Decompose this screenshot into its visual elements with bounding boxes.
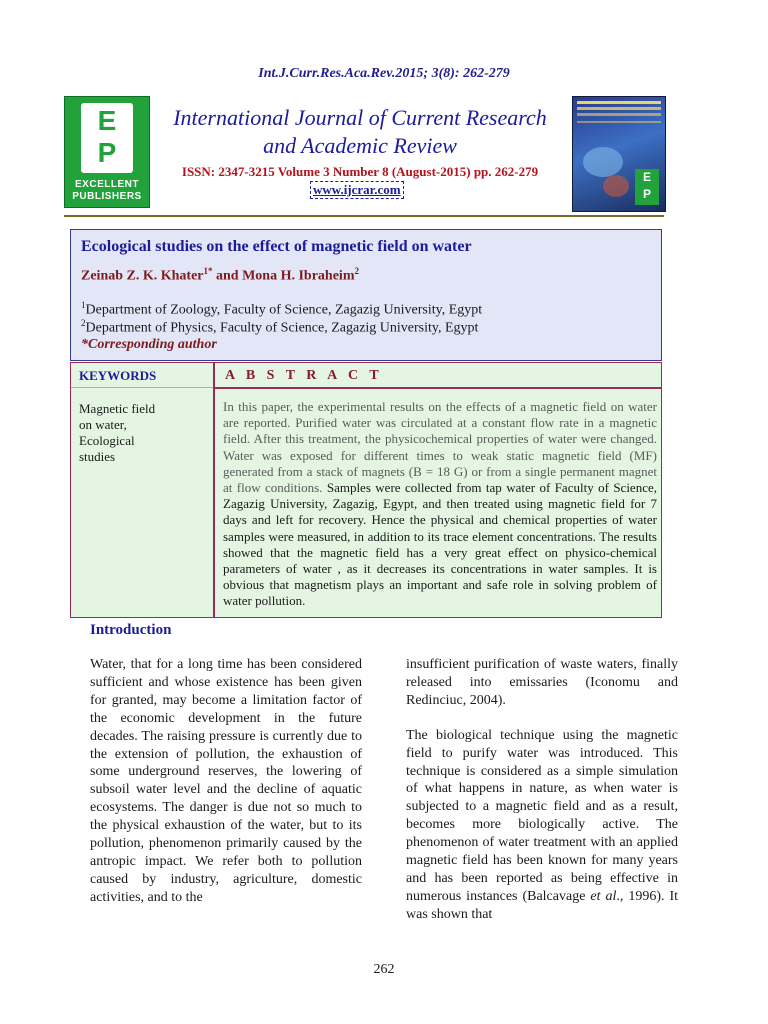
body-column-right xyxy=(406,656,678,941)
affiliation-2 xyxy=(81,318,478,337)
cover-badge-p: P xyxy=(642,187,651,201)
logo-mark xyxy=(81,103,133,173)
logo-wordmark xyxy=(65,179,149,203)
author-2-affil-mark: 2 xyxy=(354,266,359,276)
abstract-part-1: In this paper, the experimental results on the effects of a magnetic field on water are reported. Purified water was circulated at a constant flow rate in a magnetic field. After this treatment, the physicochemical properties of water were changed. Water was exposed for different times to weak static magnetic field (MF) generated from a stack of magnets (B = 18 G) or from a single permanent magnet at flow conditions. xyxy=(223,399,657,496)
citation-etal: et al xyxy=(590,888,617,904)
journal-title-line2: and Academic Review xyxy=(263,133,457,158)
author-1: Zeinab Z. K. Khater xyxy=(81,268,204,284)
keyword-item: on water, xyxy=(79,417,127,432)
paragraph: Water, that for a long time has been considered sufficient and whose existence has been given for granted, may become a limitation factor of the economic development in the future decades. The raising pressure is currently due to the extension of pollution, the exhaustion of some underground reserves, the lowering of subsoil water level and the decline of aquatic ecosystems. The danger is due not so much to the physical exhaustion of the water, but to its pollution, phenomenon primarily caused by the antropic impact. We refer both to pollution caused by industry, agriculture, domestic activities, and to the xyxy=(90,657,362,905)
keywords-rule xyxy=(71,387,213,388)
logo-word-excellent: EXCELLENT xyxy=(75,179,139,190)
keywords-abstract-box xyxy=(70,362,662,618)
paragraph-text: ., 1996). It was shown that xyxy=(406,888,679,922)
page-number: 262 xyxy=(373,962,395,977)
header-divider xyxy=(64,215,664,217)
journal-cover-image xyxy=(572,96,666,212)
paper-title: Ecological studies on the effect of magnetic field on water xyxy=(81,238,472,255)
cover-badge xyxy=(635,169,659,205)
keywords-label: KEYWORDS xyxy=(79,368,157,383)
paragraph xyxy=(406,727,678,924)
keyword-item: Ecological xyxy=(79,433,135,448)
affiliation-2-mark: 2 xyxy=(81,318,86,328)
logo-letter-p: P xyxy=(97,137,117,168)
affiliation-2-text: Department of Physics, Faculty of Science, Zagazig University, Egypt xyxy=(85,320,479,336)
citation: Int.J.Curr.Res.Aca.Rev.2015; 3(8): 262-279 xyxy=(258,66,510,81)
introduction-heading: Introduction xyxy=(90,622,172,638)
authors xyxy=(81,266,359,285)
body-column-left xyxy=(90,656,362,924)
journal-url-link[interactable]: www.ijcrar.com xyxy=(310,181,404,199)
abstract-text xyxy=(223,399,657,610)
logo-word-publishers: PUBLISHERS xyxy=(72,191,142,202)
journal-title xyxy=(160,104,560,160)
affiliation-1 xyxy=(81,300,482,319)
author-1-affil-mark: 1* xyxy=(203,266,213,276)
abstract-rule xyxy=(215,387,661,389)
keyword-item: Magnetic field xyxy=(79,401,156,416)
keywords-list xyxy=(79,401,209,465)
author-2: and Mona H. Ibraheim xyxy=(212,268,355,284)
abstract-label: A B S T R A C T xyxy=(225,368,383,383)
abstract-part-2: Samples were collected from tap water of Faculty of Science, Zagazig University, Zagazig, Egypt, and then treated using magnetic field for 7 days and left for recovery. Hence the physical and chemical properties of water samples were measured, in addition to its trace element concentrations. The results showed that the magnetic field has a very great effect on physico-chemical parameters of water , as it decreases its concentrations in water samples. It is obvious that magnetism plays an important and safe role in solving problem of water pollution. xyxy=(223,480,657,609)
affiliation-1-mark: 1 xyxy=(81,300,86,310)
publisher-logo xyxy=(64,96,150,208)
keyword-item: studies xyxy=(79,449,116,464)
paragraph: insufficient purification of waste waters, finally released into emissaries (Iconomu and Redinciuc, 2004). xyxy=(406,657,678,708)
cover-badge-e: E xyxy=(642,170,651,184)
box-divider xyxy=(213,363,215,617)
logo-letter-e: E xyxy=(97,105,117,136)
title-block xyxy=(70,229,662,361)
issn-line: ISSN: 2347-3215 Volume 3 Number 8 (August-2015) pp. 262-279 xyxy=(181,164,539,179)
journal-title-line1: International Journal of Current Research xyxy=(173,105,547,130)
paragraph-text: The biological technique using the magnetic field to purify water was introduced. This technique is considered as a simple simulation of what happens in nature, as when water is subjected to a magnetic field and as a result, becomes more biologically active. The phenomenon of water treatment with an applied magnetic field has been known for many years and has been reported as being effective in numerous instances (Balcavage xyxy=(406,727,678,904)
affiliation-1-text: Department of Zoology, Faculty of Science, Zagazig University, Egypt xyxy=(85,302,483,318)
corresponding-author: *Corresponding author xyxy=(81,337,217,352)
